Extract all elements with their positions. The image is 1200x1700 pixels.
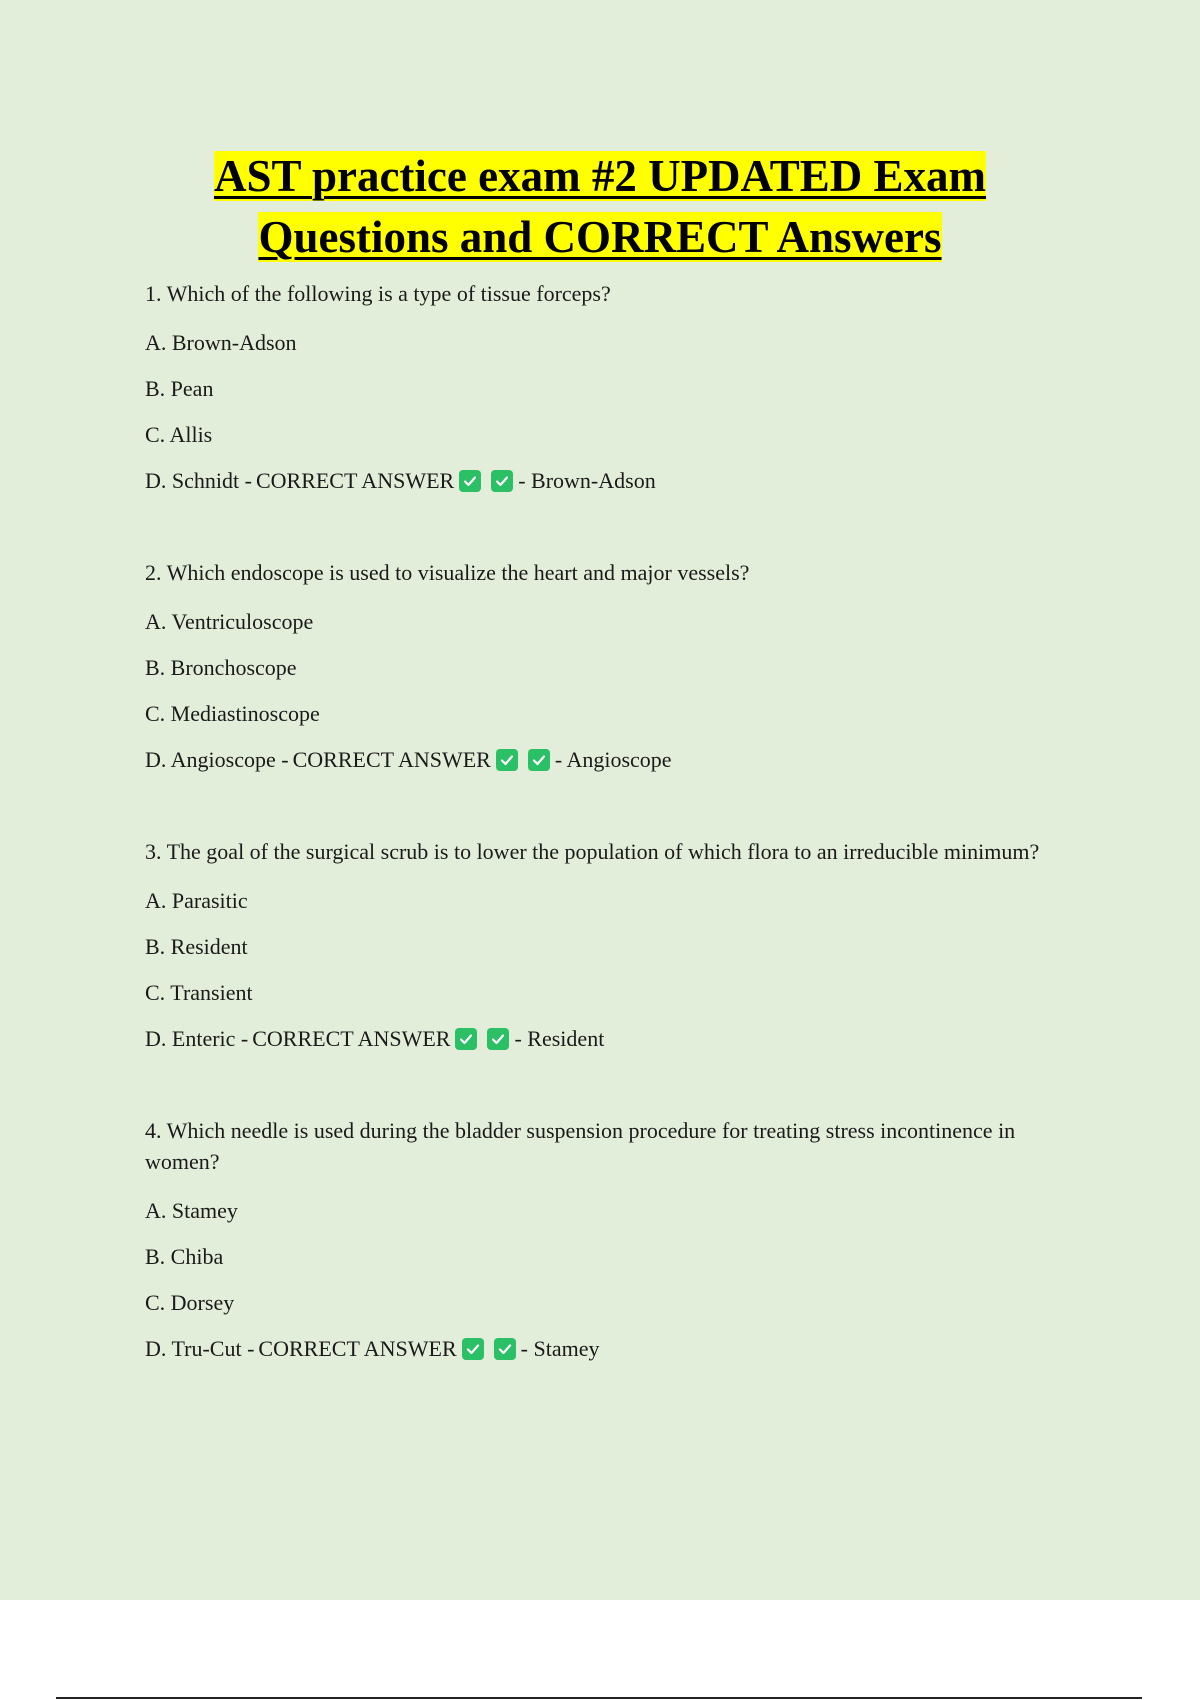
- answer-label: CORRECT ANSWER: [258, 1336, 457, 1361]
- option-a: A. Parasitic: [145, 888, 248, 913]
- answer-label: CORRECT ANSWER: [255, 468, 455, 493]
- title-line-1: AST practice exam #2 UPDATED Exam: [213, 151, 986, 201]
- option-c: C. Dorsey: [145, 1290, 235, 1315]
- question-text: 1. Which of the following is a type of tissue forceps?: [145, 281, 611, 306]
- option-d-answer-line: [145, 744, 1085, 775]
- footer-divider: [56, 1697, 1142, 1699]
- question-block: [145, 836, 1085, 1054]
- option-a: A. Brown-Adson: [145, 330, 297, 355]
- question-block: [145, 557, 1085, 775]
- correct-answer-text: - Resident: [514, 1026, 605, 1051]
- correct-answer-text: - Stamey: [520, 1336, 600, 1361]
- option-b: B. Bronchoscope: [145, 655, 297, 680]
- option-d: D. Enteric -: [145, 1026, 249, 1051]
- check-mark-icon: [455, 1028, 477, 1050]
- check-mark-icon: [462, 1338, 484, 1360]
- correct-answer-text: - Angioscope: [554, 747, 672, 772]
- check-mark-icon: [528, 749, 550, 771]
- option-b: B. Pean: [145, 376, 214, 401]
- option-b: B. Resident: [145, 934, 248, 959]
- title-line-2: Questions and CORRECT Answers: [258, 212, 942, 262]
- check-mark-icon: [487, 1028, 509, 1050]
- option-d: D. Tru-Cut -: [145, 1336, 255, 1361]
- question-list: [145, 278, 1085, 1425]
- option-c: C. Mediastinoscope: [145, 701, 320, 726]
- option-a: A. Stamey: [145, 1198, 238, 1223]
- question-text: 2. Which endoscope is used to visualize the heart and major vessels?: [145, 560, 750, 585]
- question-block: [145, 278, 1085, 496]
- correct-answer-text: - Brown-Adson: [518, 468, 656, 493]
- question-text: 4. Which needle is used during the bladder suspension procedure for treating stress incontinence in women?: [145, 1118, 1016, 1174]
- option-b: B. Chiba: [145, 1244, 224, 1269]
- question-block: [145, 1115, 1085, 1364]
- option-d: D. Schnidt -: [145, 468, 252, 493]
- document-title: [0, 146, 1200, 268]
- answer-label: CORRECT ANSWER: [252, 1026, 451, 1051]
- option-d-answer-line: [145, 465, 1085, 496]
- option-d: D. Angioscope -: [145, 747, 289, 772]
- option-c: C. Transient: [145, 980, 253, 1005]
- option-d-answer-line: [145, 1023, 1085, 1054]
- check-mark-icon: [459, 470, 481, 492]
- check-mark-icon: [496, 749, 518, 771]
- answer-label: CORRECT ANSWER: [292, 747, 491, 772]
- option-d-answer-line: [145, 1333, 1085, 1364]
- check-mark-icon: [491, 470, 513, 492]
- option-c: C. Allis: [145, 422, 213, 447]
- question-text: 3. The goal of the surgical scrub is to lower the population of which flora to an irreducible minimum?: [145, 839, 1040, 864]
- check-mark-icon: [494, 1338, 516, 1360]
- option-a: A. Ventriculoscope: [145, 609, 314, 634]
